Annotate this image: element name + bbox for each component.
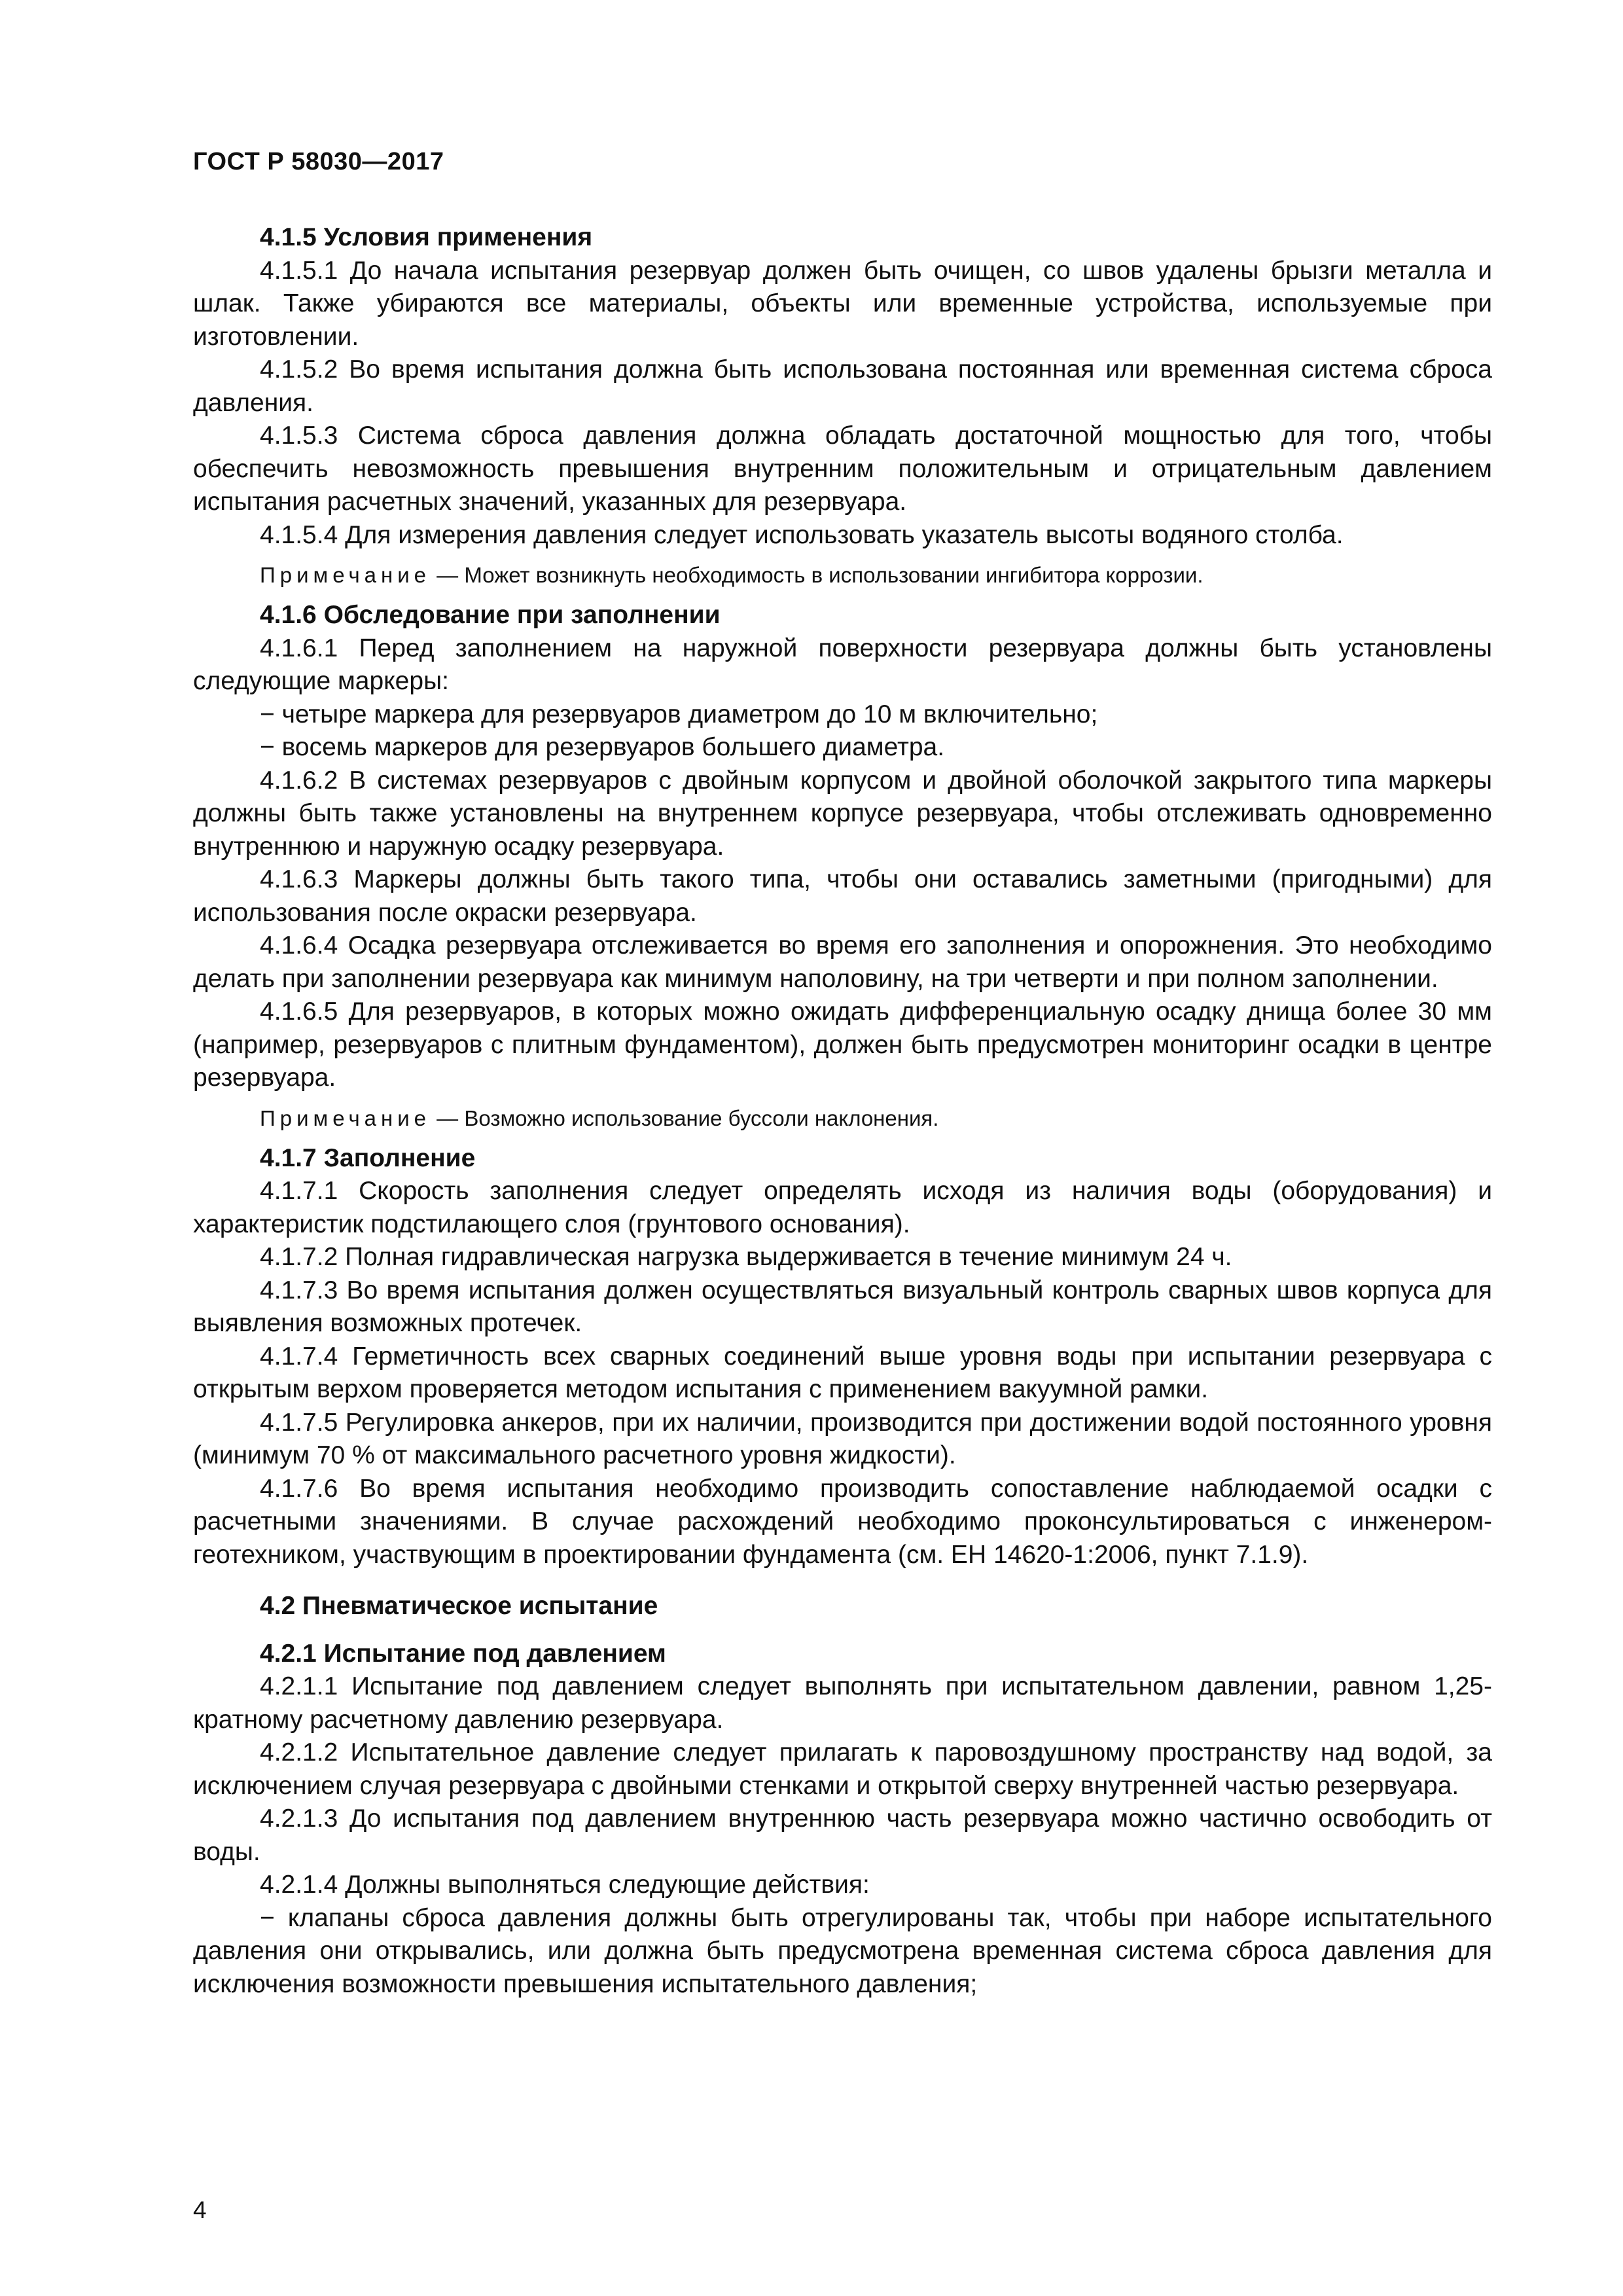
paragraph-4-1-6-2: 4.1.6.2 В системах резервуаров с двойным корпусом и двойной оболочкой закрытого типа маркеры должны быть также установлены на внутреннем корпусе резервуара, чтобы отслеживать одновременно внутреннюю и наружную осадку резервуара. (193, 766, 1492, 861)
list-item: − восемь маркеров для резервуаров большего диаметра. (260, 733, 945, 761)
paragraph-4-1-5-1: 4.1.5.1 До начала испытания резервуар должен быть очищен, со швов удалены брызги металла и шлак. Также убираются все материалы, объекты или временные устройства, используемые при изготовлении. (193, 256, 1492, 351)
paragraph-4-1-6-3: 4.1.6.3 Маркеры должны быть такого типа, чтобы они оставались заметными (пригодными) для использования после окраски резервуара. (193, 865, 1492, 927)
paragraph-4-1-7-5: 4.1.7.5 Регулировка анкеров, при их наличии, производится при достижении водой постоянного уровня (минимум 70 % от максимального расчетного уровня жидкости). (193, 1408, 1492, 1469)
note-2 (193, 1104, 1492, 1133)
paragraph-4-2-1-1: 4.2.1.1 Испытание под давлением следует выполнять при испытательном давлении, равном 1,25-кратному расчетному давлению резервуара. (193, 1672, 1492, 1734)
paragraph-4-1-5-2: 4.1.5.2 Во время испытания должна быть использована постоянная или временная система сброса давления. (193, 355, 1492, 417)
section-heading-4-1-6: 4.1.6 Обследование при заполнении (260, 601, 721, 629)
note-text: — Может возникнуть необходимость в использовании ингибитора коррозии. (431, 563, 1204, 587)
paragraph-4-1-7-3: 4.1.7.3 Во время испытания должен осуществляться визуальный контроль сварных швов корпуса для выявления возможных протечек. (193, 1276, 1492, 1337)
paragraph-4-2-1-2: 4.2.1.2 Испытательное давление следует прилагать к паровоздушному пространству над водой, за исключением случая резервуара с двойными стенками и открытой сверху внутренней частью резервуара. (193, 1738, 1492, 1800)
section-heading-4-2-1: 4.2.1 Испытание под давлением (260, 1639, 666, 1668)
paragraph-4-2-1-3: 4.2.1.3 До испытания под давлением внутреннюю часть резервуара можно частично освободить от воды. (193, 1804, 1492, 1866)
paragraph-4-1-6-1: 4.1.6.1 Перед заполнением на наружной поверхности резервуара должны быть установлены следующие маркеры: (193, 634, 1492, 695)
note-label: Примечание (260, 1105, 431, 1130)
paragraph-4-1-7-6: 4.1.7.6 Во время испытания необходимо производить сопоставление наблюдаемой осадки с расчетными значениями. В случае расхождений необходимо проконсультироваться с инженером-геотехником, участвующим в проектировании фундамента (см. ЕН 14620-1:2006, пункт 7.1.9). (193, 1474, 1492, 1569)
paragraph-4-1-5-3: 4.1.5.3 Система сброса давления должна обладать достаточной мощностью для того, чтобы обеспечить невозможность превышения внутренним положительным и отрицательным давлением испытания расчетных значений, указанных для резервуара. (193, 422, 1492, 516)
list-item: − клапаны сброса давления должны быть отрегулированы так, чтобы при наборе испытательного давления они открывались, или должна быть предусмотрена временная система сброса давления для исключения возможности превышения испытательного давления; (193, 1903, 1492, 1998)
paragraph-4-1-6-5: 4.1.6.5 Для резервуаров, в которых можно ожидать дифференциальную осадку днища более 30 мм (например, резервуаров с плитным фундаментом), должен быть предусмотрен мониторинг осадки в центре резервуара. (193, 997, 1492, 1092)
section-heading-4-2: 4.2 Пневматическое испытание (260, 1592, 658, 1620)
paragraph-4-2-1-4: 4.2.1.4 Должны выполняться следующие действия: (260, 1871, 870, 1899)
document-body (193, 221, 1492, 2001)
paragraph-4-1-7-2: 4.1.7.2 Полная гидравлическая нагрузка выдерживается в течение минимум 24 ч. (260, 1243, 1232, 1271)
paragraph-4-1-6-4: 4.1.6.4 Осадка резервуара отслеживается во время его заполнения и опорожнения. Это необходимо делать при заполнении резервуара как минимум наполовину, на три четверти и при полном заполнении. (193, 931, 1492, 993)
paragraph-4-1-7-1: 4.1.7.1 Скорость заполнения следует определять исходя из наличия воды (оборудования) и характеристик подстилающего слоя (грунтового основания). (193, 1177, 1492, 1238)
paragraph-4-1-5-4: 4.1.5.4 Для измерения давления следует использовать указатель высоты водяного столба. (260, 520, 1344, 549)
section-heading-4-1-7: 4.1.7 Заполнение (260, 1143, 476, 1172)
document-header: ГОСТ Р 58030—2017 (193, 148, 444, 175)
page-number: 4 (193, 2197, 207, 2223)
section-heading-4-1-5: 4.1.5 Условия применения (260, 223, 593, 251)
paragraph-4-1-7-4: 4.1.7.4 Герметичность всех сварных соединений выше уровня воды при испытании резервуара с открытым верхом проверяется методом испытания с применением вакуумной рамки. (193, 1342, 1492, 1403)
list-item: − четыре маркера для резервуаров диаметром до 10 м включительно; (260, 700, 1098, 728)
note-1 (193, 561, 1492, 590)
note-label: Примечание (260, 563, 431, 587)
note-text: — Возможно использование буссоли наклонения. (431, 1105, 939, 1130)
